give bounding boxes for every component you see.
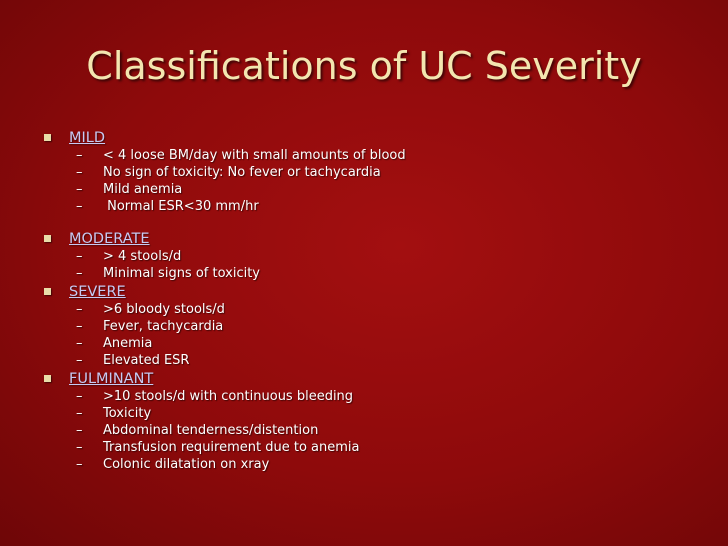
list-item xyxy=(76,335,700,352)
list-item xyxy=(76,405,700,422)
list-item-text: Colonic dilatation on xray xyxy=(103,457,270,472)
section-header xyxy=(40,369,700,388)
section-link-severe[interactable]: SEVERE xyxy=(69,283,126,300)
dash-bullet-icon: – xyxy=(76,406,83,421)
square-bullet-icon xyxy=(44,235,51,242)
list-item xyxy=(76,181,700,198)
section-link-moderate[interactable]: MODERATE xyxy=(69,230,150,247)
list-item-text: Transfusion requirement due to anemia xyxy=(103,440,360,455)
list-item-text: >10 stools/d with continuous bleeding xyxy=(103,389,354,404)
dash-bullet-icon: – xyxy=(76,457,83,472)
dash-bullet-icon: – xyxy=(76,389,83,404)
list-item-text: Abdominal tenderness/distention xyxy=(103,423,319,438)
list-item xyxy=(76,318,700,335)
list-item-text: Mild anemia xyxy=(103,182,183,197)
sub-list xyxy=(40,301,700,369)
section-header xyxy=(40,229,700,248)
dash-bullet-icon: – xyxy=(76,249,83,264)
list-item-text: Normal ESR<30 mm/hr xyxy=(103,199,259,214)
list-item-text: Elevated ESR xyxy=(103,353,190,368)
section-fulminant xyxy=(40,369,700,473)
list-item xyxy=(76,164,700,181)
list-item-text: No sign of toxicity: No fever or tachycardia xyxy=(103,165,381,180)
dash-bullet-icon: – xyxy=(76,266,83,281)
square-bullet-icon xyxy=(44,134,51,141)
dash-bullet-icon: – xyxy=(76,165,83,180)
list-item-text: >6 bloody stools/d xyxy=(103,302,225,317)
dash-bullet-icon: – xyxy=(76,319,83,334)
square-bullet-icon xyxy=(44,375,51,382)
slide-title: Classifications of UC Severity xyxy=(86,44,642,88)
list-item xyxy=(76,439,700,456)
list-item xyxy=(76,301,700,318)
list-item xyxy=(76,388,700,405)
list-item-text: Fever, tachycardia xyxy=(103,319,224,334)
dash-bullet-icon: – xyxy=(76,148,83,163)
section-mild xyxy=(40,128,700,215)
section-link-fulminant[interactable]: FULMINANT xyxy=(69,370,154,387)
dash-bullet-icon: – xyxy=(76,199,83,214)
section-header xyxy=(40,128,700,147)
list-item xyxy=(76,422,700,439)
list-item xyxy=(76,352,700,369)
section-header xyxy=(40,282,700,301)
section-link-mild[interactable]: MILD xyxy=(69,129,106,146)
square-bullet-icon xyxy=(44,288,51,295)
sub-list xyxy=(40,248,700,282)
list-item-text: < 4 loose BM/day with small amounts of blood xyxy=(103,148,406,163)
list-item-text: Anemia xyxy=(103,336,153,351)
dash-bullet-icon: – xyxy=(76,353,83,368)
sub-list xyxy=(40,147,700,215)
list-item xyxy=(76,456,700,473)
list-item-text: Toxicity xyxy=(103,406,152,421)
dash-bullet-icon: – xyxy=(76,302,83,317)
dash-bullet-icon: – xyxy=(76,423,83,438)
dash-bullet-icon: – xyxy=(76,336,83,351)
list-item xyxy=(76,265,700,282)
list-item xyxy=(76,198,700,215)
list-item xyxy=(76,248,700,265)
dash-bullet-icon: – xyxy=(76,182,83,197)
list-item xyxy=(76,147,700,164)
spacer xyxy=(40,215,700,229)
sub-list xyxy=(40,388,700,473)
slide-content xyxy=(40,128,700,473)
section-moderate xyxy=(40,229,700,282)
list-item-text: Minimal signs of toxicity xyxy=(103,266,261,281)
list-item-text: > 4 stools/d xyxy=(103,249,182,264)
dash-bullet-icon: – xyxy=(76,440,83,455)
section-severe xyxy=(40,282,700,369)
